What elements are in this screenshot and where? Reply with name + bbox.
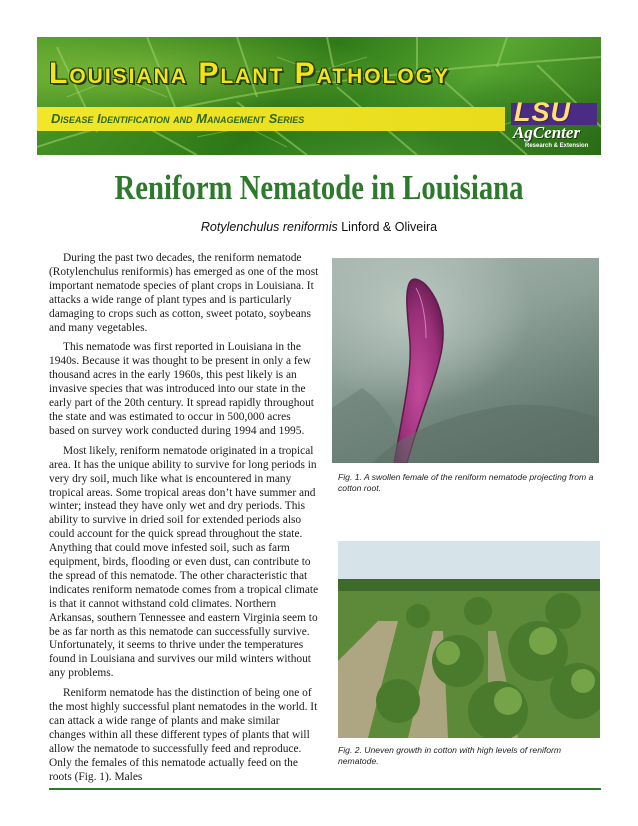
document-title: Reniform Nematode in Louisiana xyxy=(114,168,524,207)
banner-title: Louisiana Plant Pathology xyxy=(49,57,451,90)
species-authors: Linford & Oliveira xyxy=(337,220,438,234)
series-label: Disease Identification and Management Series xyxy=(51,111,305,126)
body-text-column xyxy=(49,252,319,791)
agcenter-subtext: Research & Extension xyxy=(525,143,589,149)
cotton-field-illustration xyxy=(338,541,600,738)
header-banner xyxy=(37,37,601,155)
species-name: Rotylenchulus reniformis xyxy=(200,220,338,234)
species-subtitle xyxy=(0,220,638,234)
nematode-illustration xyxy=(332,258,599,463)
series-band xyxy=(37,107,505,131)
footer-rule xyxy=(49,788,601,790)
body-paragraph: Reniform nematode has the distinction of being one of the most highly successful plant nematodes in the world. It can attack a wide range of plants and make similar changes within all these different types of plants that will allow the nematode to successfully feed and reproduce. Only the females of this nematode actually feed on the roots (Fig. 1). Males xyxy=(49,687,318,783)
figure-2-cotton-field-photo xyxy=(338,541,600,738)
lsu-logo-text: LSU xyxy=(514,97,571,127)
figure-1-caption: Fig. 1. A swollen female of the reniform nematode projecting from a cotton root. xyxy=(338,472,594,493)
body-paragraph: During the past two decades, the reniform nematode (Rotylenchulus reniformis) has emerged as one of the most important nematode species of plant crops in Louisiana. It attacks a wide range of plant types and is particularly damaging to crops such as cotton, sweet potato, soybeans and many vegetables. xyxy=(49,252,319,334)
body-paragraph: Most likely, reniform nematode originated in a tropical area. It has the unique ability to survive for long periods in very dry soil, much like what is encountered in many tropical areas. Some tropical areas don’t have summer and winter; instead they have only wet and dry periods. This ability to survive in dried soil for extended periods also could account for the quick spread throughout the state. Anything that could move infested soil, such as farm equipment, birds, flooding or even dust, can contribute to the spread of this nematode. The other characteristic that indicates reniform nematode comes from a tropical climate is that it cannot withstand cold climates. Northern Arkansas, southern Tennessee and eastern Virginia seem to be as far north as this nematode can successfully survive. Unfortunately, it seems to thrive under the temperatures found in Louisiana and survives our mild winters without any problems. xyxy=(49,444,319,680)
figure-1-nematode-photo xyxy=(332,258,599,463)
figure-2-caption: Fig. 2. Uneven growth in cotton with high levels of reniform nematode. xyxy=(338,745,562,766)
agcenter-logo-text: AgCenter xyxy=(513,123,581,142)
lsu-agcenter-logo xyxy=(511,97,601,155)
body-paragraph: This nematode was first reported in Louisiana in the 1940s. Because it was thought to be present in only a few thousand acres in the early 1960s, this pest likely is an invasive species that was introduced into our state in the early part of the 20th century. It spread rapidly throughout the state and was estimated to occur in 500,000 acres based on survey work conducted during 1994 and 1995. xyxy=(49,341,314,437)
